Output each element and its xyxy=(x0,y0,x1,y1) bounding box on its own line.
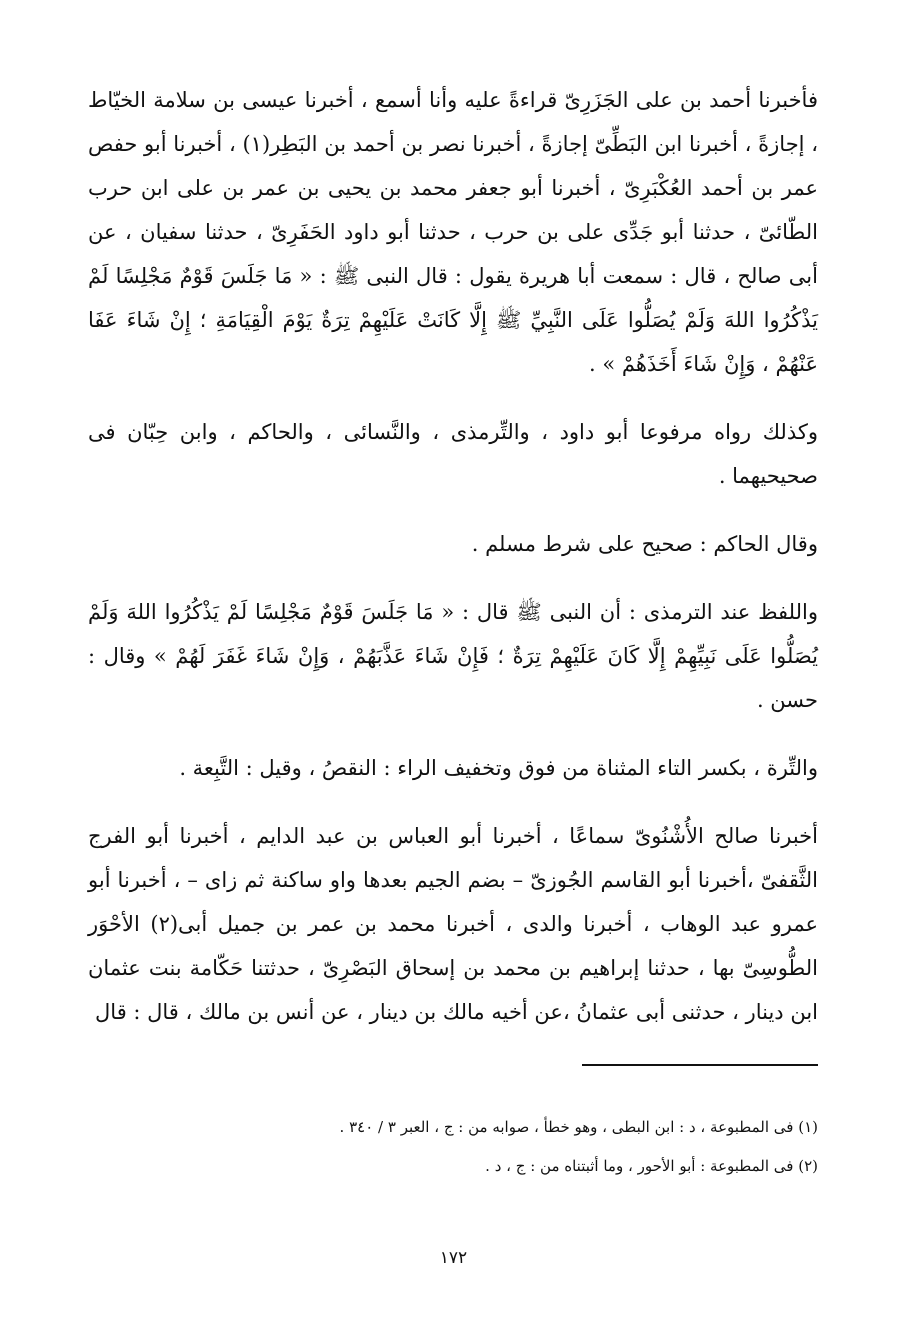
page-number: ١٧٢ xyxy=(439,1248,468,1268)
footnote-2: (٢) فى المطبوعة : أبو الأحور ، وما أثبتناه من : ج ، د . xyxy=(485,1157,818,1175)
footnote-1: (١) فى المطبوعة ، د : ابن البطى ، وهو خطأ ، صوابه من : ج ، العبر ٣ / ٣٤٠ . xyxy=(339,1118,818,1136)
paragraph-isnad-2: أخبرنا صالح الأُشْنُوىّ سماعًا ، أخبرنا أبو العباس بن عبد الدايم ، أخبرنا أبو الفرج الثَّقفىّ ،أخبرنا أبو القاسم الجُوزىّ – بضم الجيم بعدها واو ساكنة ثم زاى – ، أخبرنا أبو عمرو عبد الوهاب ، أخبرنا والدى ، أخبرنا محمد بن عمر بن جميل أبى(٢) الأحْوَر الطُّوسِىّ بها ، حدثنا إبراهيم بن محمد بن إسحاق البَصْرِىّ ، حدثتنا حَكّامة بنت عثمان ابن دينار ، حدثنى أبى عثمانُ ،عن أخيه مالك بن دينار ، عن أنس بن مالك ، قال : قال xyxy=(88,824,818,1024)
paragraph-tirmidhi: واللفظ عند الترمذى : أن النبى ﷺ قال : « مَا جَلَسَ قَوْمٌ مَجْلِسًا لَمْ يَذْكُرُوا اللهَ وَلَمْ يُصَلُّوا عَلَى نَبِيِّهِمْ إِلَّا كَانَ عَلَيْهِمْ تِرَةٌ ؛ فَإِنْ شَاءَ عَذَّبَهُمْ ، وَإِنْ شَاءَ غَفَرَ لَهُمْ » وقال : حسن . xyxy=(88,600,818,712)
paragraph-hakim: وقال الحاكم : صحيح على شرط مسلم . xyxy=(471,532,818,556)
main-text xyxy=(88,78,818,1034)
footnotes xyxy=(88,1108,818,1186)
footnote-divider xyxy=(582,1064,818,1066)
paragraph-definition: والتِّرة ، بكسر التاء المثناة من فوق وتخفيف الراء : النقصُ ، وقيل : التَّبِعة . xyxy=(179,756,818,780)
paragraph-narrators: وكذلك رواه مرفوعا أبو داود ، والتِّرمذى ، والنَّسائى ، والحاكم ، وابن حِبّان فى صحيحيهما . xyxy=(88,420,818,488)
paragraph-isnad-1: فأخبرنا أحمد بن على الجَزَرِىّ قراءةً عليه وأنا أسمع ، أخبرنا عيسى بن سلامة الخيّاط ، إجازةً ، أخبرنا ابن البَطِّىّ إجازةً ، أخبرنا نصر بن أحمد بن البَطِر(١) ، أخبرنا أبو حفص عمر بن أحمد العُكْبَرِىّ ، أخبرنا أبو جعفر محمد بن يحيى بن عمر بن على ابن حرب الطّائىّ ، حدثنا أبو جَدِّى على بن حرب ، حدثنا أبو داود الحَفَرِىّ ، حدثنا سفيان ، عن أبى صالح ، قال : سمعت أبا هريرة يقول : قال النبى ﷺ : « مَا جَلَسَ قَوْمٌ مَجْلِسًا لَمْ يَذْكُرُوا اللهَ وَلَمْ يُصَلُّوا عَلَى النَّبِيِّ ﷺ إِلَّا كَانَتْ عَلَيْهِمْ تِرَةٌ يَوْمَ الْقِيَامَةِ ؛ إِنْ شَاءَ عَفَا عَنْهُمْ ، وَإِنْ شَاءَ أَخَذَهُمْ » . xyxy=(88,88,818,376)
